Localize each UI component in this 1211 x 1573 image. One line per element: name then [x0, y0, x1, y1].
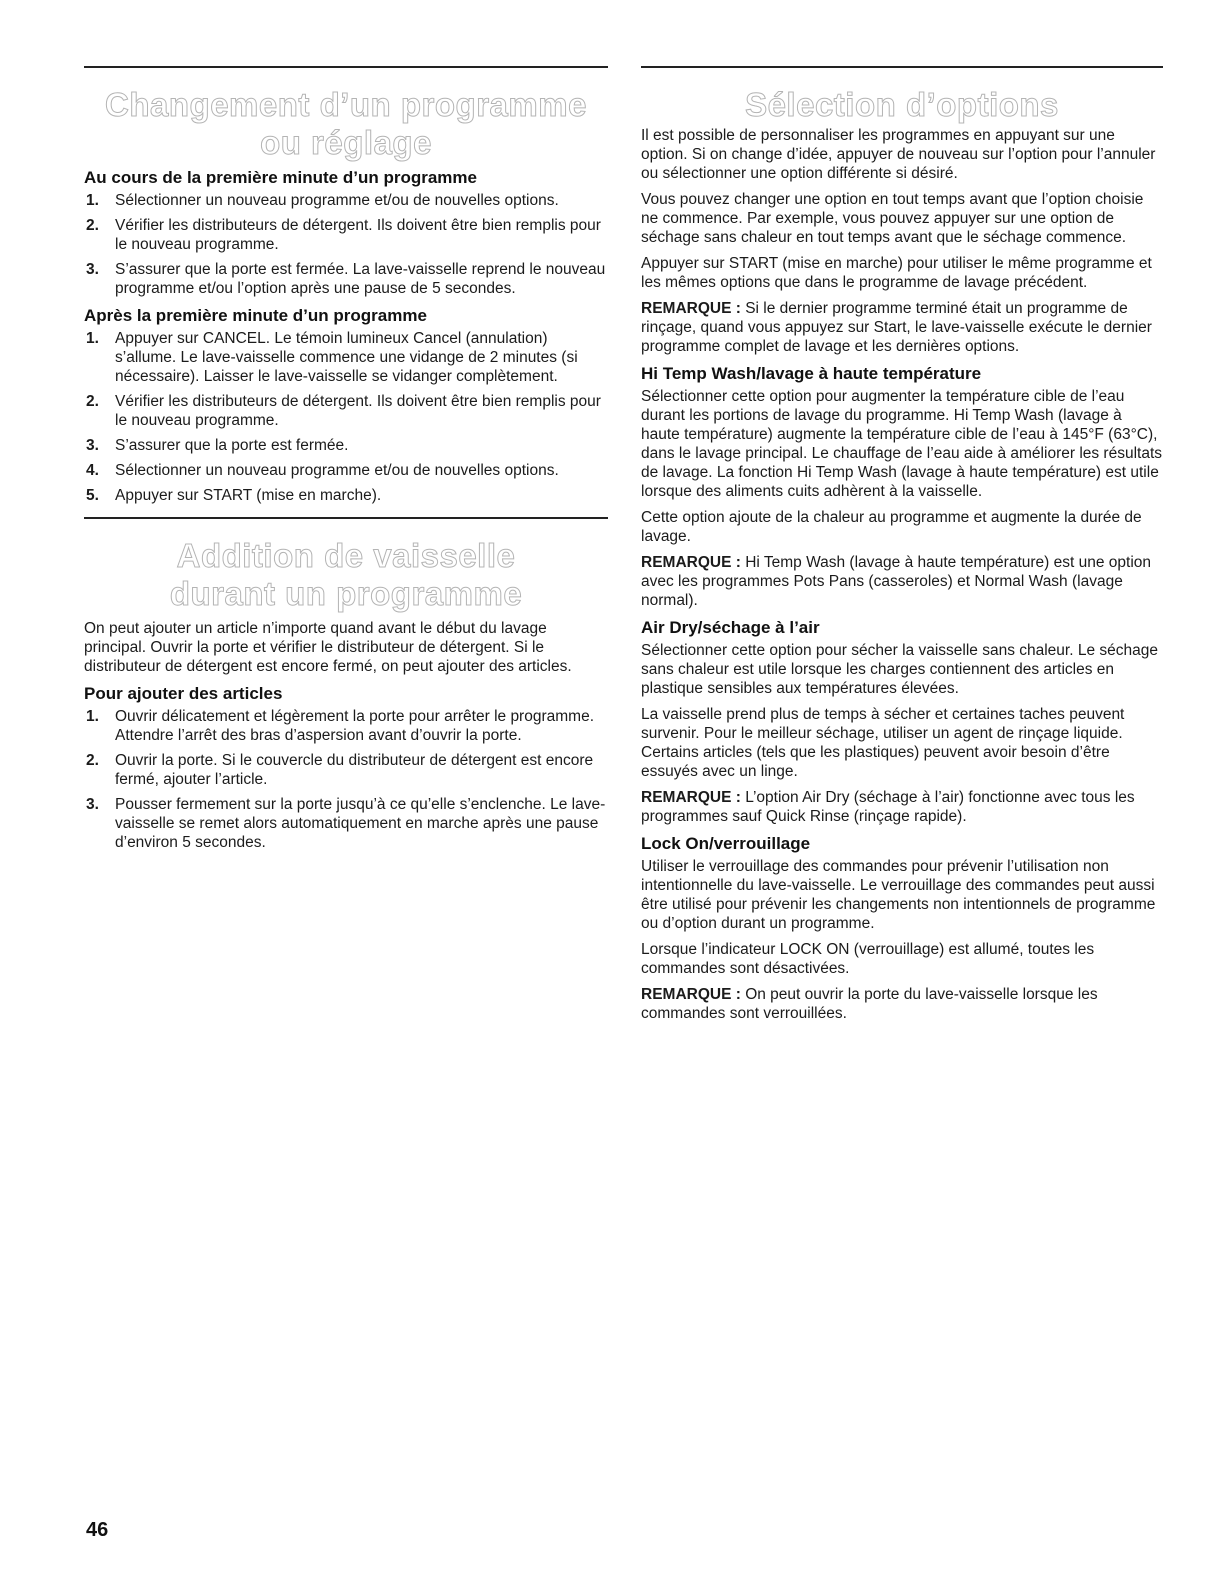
list-item — [84, 260, 608, 298]
left-column — [84, 66, 608, 858]
remark-rinse — [641, 299, 1163, 356]
right-column — [641, 66, 1163, 1030]
options-intro-1: Il est possible de personnaliser les programmes en appuyant sur une option. Si on change d’idée, appuyer de nouveau sur l’option pour l’annuler ou sélectionner une option différente si désiré. — [641, 127, 1156, 182]
list-item — [84, 751, 608, 789]
remark-label: REMARQUE : — [641, 554, 741, 571]
list-item — [84, 191, 608, 210]
top-rule-left — [84, 66, 608, 68]
top-rule-right — [641, 66, 1163, 68]
page-number: 46 — [86, 1519, 109, 1541]
remark-text: L’option Air Dry (séchage à l’air) fonctionne avec tous les programmes sauf Quick Rinse (rinçage rapide). — [641, 789, 1135, 825]
options-intro-2: Vous pouvez changer une option en tout temps avant que l’option choisie ne commence. Par exemple, vous pouvez appuyer sur une option de séchage sans chaleur en tout temps avant que le séchage commence. — [641, 191, 1144, 246]
step-number: 3. — [86, 796, 99, 813]
steps-add-articles — [84, 707, 608, 852]
step-text: Ouvrir délicatement et légèrement la porte pour arrêter le programme. Attendre l’arrêt des bras d’aspersion avant d’ouvrir la porte. — [115, 708, 594, 744]
remark-text: Hi Temp Wash (lavage à haute température) est une option avec les programmes Pots Pans (casseroles) et Normal Wash (lavage normal). — [641, 554, 1152, 609]
step-text: Sélectionner un nouveau programme et/ou de nouvelles options. — [115, 462, 559, 479]
remark-lock — [641, 985, 1163, 1023]
air-dry-para-2: La vaisselle prend plus de temps à sécher et certaines taches peuvent survenir. Pour le meilleur séchage, utiliser un agent de rinçage liquide. Certains articles (tels que les plastiques) peuvent avoir besoin d’être essuyés avec un linge. — [641, 706, 1125, 780]
list-item — [84, 392, 608, 430]
subheading-lock: Lock On/verrouillage — [641, 834, 811, 853]
section-divider — [84, 517, 608, 519]
subheading-first-minute: Au cours de la première minute d’un programme — [84, 168, 477, 187]
title-line-2: ou réglage — [260, 124, 432, 161]
step-number: 4. — [86, 462, 99, 479]
list-item — [84, 436, 608, 455]
step-text: Pousser fermement sur la porte jusqu’à ce qu’elle s’enclenche. Le lave-vaisselle se remet alors automatiquement en marche après une pause d’environ 5 secondes. — [115, 796, 606, 851]
subheading-hi-temp: Hi Temp Wash/lavage à haute température — [641, 364, 982, 383]
step-text: S’assurer que la porte est fermée. La lave-vaisselle reprend le nouveau programme et/ou l’option après une pause de 5 secondes. — [115, 261, 606, 297]
step-text: Appuyer sur START (mise en marche). — [115, 487, 382, 504]
title-line-1: Addition de vaisselle — [176, 537, 516, 574]
step-text: Vérifier les distributeurs de détergent. Ils doivent être bien remplis pour le nouveau programme. — [115, 217, 601, 253]
steps-after-first-minute — [84, 329, 608, 505]
list-item — [84, 329, 608, 386]
hi-temp-para-1: Sélectionner cette option pour augmenter la température cible de l’eau durant les portions de lavage du programme. Hi Temp Wash (lavage à haute température) augmente la température cible de l’eau à 145°F (63°C), dans le lavage principal. Le chauffage de l’eau aide à améliorer les résultats de lavage. La fonction Hi Temp Wash (lavage à haute température) est utile lorsque des aliments cuits adhèrent à la vaisselle. — [641, 388, 1163, 500]
remark-label: REMARQUE : — [641, 789, 741, 806]
step-number: 1. — [86, 708, 99, 725]
step-number: 2. — [86, 393, 99, 410]
list-item — [84, 486, 608, 505]
hi-temp-para-2: Cette option ajoute de la chaleur au programme et augmente la durée de lavage. — [641, 509, 1142, 545]
step-number: 3. — [86, 437, 99, 454]
step-text: S’assurer que la porte est fermée. — [115, 437, 349, 454]
step-number: 5. — [86, 487, 99, 504]
step-number: 2. — [86, 752, 99, 769]
lock-para-2: Lorsque l’indicateur LOCK ON (verrouillage) est allumé, toutes les commandes sont désactivées. — [641, 941, 1095, 977]
section-title-changement — [84, 86, 608, 162]
options-intro-3: Appuyer sur START (mise en marche) pour utiliser le même programme et les mêmes options que dans le programme de lavage précédent. — [641, 255, 1152, 291]
step-number: 2. — [86, 217, 99, 234]
title-line-2: durant un programme — [169, 575, 523, 612]
title-line-1: Changement d’un programme — [105, 86, 587, 123]
step-number: 1. — [86, 330, 99, 347]
section-title-addition — [84, 537, 608, 613]
step-text: Sélectionner un nouveau programme et/ou de nouvelles options. — [115, 192, 559, 209]
list-item — [84, 461, 608, 480]
remark-air-dry — [641, 788, 1163, 826]
list-item — [84, 795, 608, 852]
subheading-add-articles: Pour ajouter des articles — [84, 684, 283, 703]
section-title-options — [641, 86, 1163, 124]
step-text: Appuyer sur CANCEL. Le témoin lumineux Cancel (annulation) s’allume. Le lave-vaisselle commence une vidange de 2 minutes (si nécessaire). Laisser le lave-vaisselle se vidanger complètement. — [115, 330, 578, 385]
lock-para-1: Utiliser le verrouillage des commandes pour prévenir l’utilisation non intentionnelle du lave-vaisselle. Le verrouillage des commandes peut aussi être utilisé pour prévenir les changements non intentionnels de programme ou d’option durant un programme. — [641, 858, 1156, 932]
step-number: 1. — [86, 192, 99, 209]
list-item — [84, 707, 608, 745]
title-line-1: Sélection d’options — [745, 86, 1059, 123]
remark-hi-temp — [641, 553, 1163, 610]
remark-text: Si le dernier programme terminé était un programme de rinçage, quand vous appuyez sur Start, le lave-vaisselle exécute le dernier programme complet de lavage et les dernières options. — [641, 300, 1152, 355]
list-item — [84, 216, 608, 254]
step-number: 3. — [86, 261, 99, 278]
air-dry-para-1: Sélectionner cette option pour sécher la vaisselle sans chaleur. Le séchage sans chaleur est utile lorsque les charges contiennent des articles en plastique sensibles aux températures élevées. — [641, 642, 1158, 697]
step-text: Vérifier les distributeurs de détergent. Ils doivent être bien remplis pour le nouveau programme. — [115, 393, 601, 429]
subheading-air-dry: Air Dry/séchage à l’air — [641, 618, 820, 637]
step-text: Ouvrir la porte. Si le couvercle du distributeur de détergent est encore fermé, ajouter l’article. — [115, 752, 594, 788]
addition-intro: On peut ajouter un article n’importe quand avant le début du lavage principal. Ouvrir la porte et vérifier le distributeur de détergent. Si le distributeur de détergent est encore fermé, on peut ajouter des articles. — [84, 620, 572, 675]
remark-label: REMARQUE : — [641, 300, 741, 317]
steps-first-minute — [84, 191, 608, 298]
subheading-after-first-minute: Après la première minute d’un programme — [84, 306, 427, 325]
remark-label: REMARQUE : — [641, 986, 741, 1003]
remark-text: On peut ouvrir la porte du lave-vaisselle lorsque les commandes sont verrouillées. — [641, 986, 1098, 1022]
